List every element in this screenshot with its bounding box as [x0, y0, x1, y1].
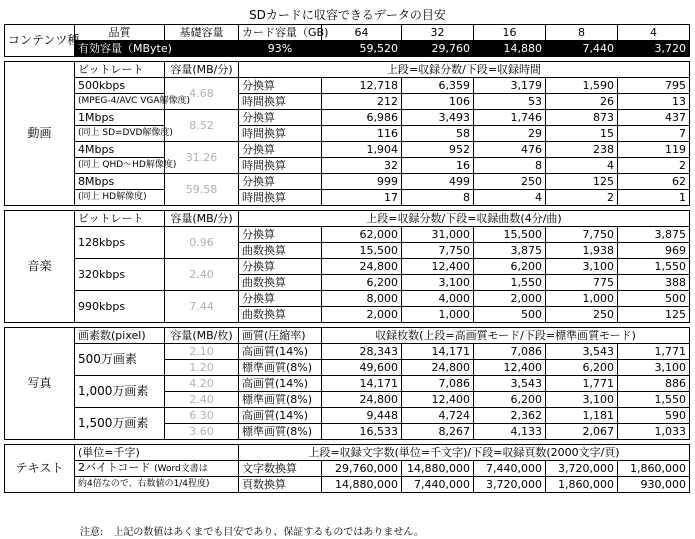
- conversion-label: 標準画質(8%): [239, 392, 322, 408]
- capacity-value: 1.20: [165, 360, 239, 376]
- disclaimer-note: 注意: 上記の数値はあくまでも目安であり、保証するものではありません。: [80, 527, 424, 538]
- capacity-table: [4, 24, 690, 493]
- conversion-label: 高画質(14%): [239, 376, 322, 392]
- value-cell: 4: [546, 158, 618, 174]
- value-cell: 16,533: [322, 424, 402, 440]
- category-text: テキスト: [5, 445, 75, 493]
- value-cell: 437: [618, 110, 690, 126]
- value-cell: 12,400: [402, 392, 474, 408]
- conversion-label: 標準画質(8%): [239, 424, 322, 440]
- conversion-label: 高画質(14%): [239, 408, 322, 424]
- table-row: [5, 41, 690, 57]
- value-cell: 238: [546, 142, 618, 158]
- conversion-label: 分換算: [239, 78, 322, 94]
- conversion-label: 分換算: [239, 259, 322, 275]
- value-cell: 14,880,000: [322, 477, 402, 493]
- table-row: [5, 227, 690, 243]
- capacity-gb: 64: [322, 25, 402, 41]
- section-description: 収録枚数(上段=高画質モード/下段=標準画質モード): [322, 328, 690, 344]
- value-cell: 58: [402, 126, 474, 142]
- table-row: [5, 158, 690, 174]
- bitrate-name: 1Mbps: [75, 110, 165, 126]
- value-cell: 4: [474, 190, 546, 206]
- capacity-value: 59.58: [165, 174, 239, 206]
- value-cell: 6,200: [322, 275, 402, 291]
- value-cell: 24,800: [402, 360, 474, 376]
- value-cell: 62,000: [322, 227, 402, 243]
- contents-type-label: コンテンツ種: [5, 25, 75, 57]
- value-cell: 8: [402, 190, 474, 206]
- table-row: [5, 62, 690, 78]
- value-cell: 29: [474, 126, 546, 142]
- value-cell: 119: [618, 142, 690, 158]
- conversion-label: 文字数換算: [239, 461, 322, 477]
- value-cell: 1,181: [546, 408, 618, 424]
- table-row: [5, 190, 690, 206]
- bitrate-name: 320kbps: [75, 259, 165, 291]
- value-cell: 24,800: [322, 259, 402, 275]
- value-cell: 14,880,000: [402, 461, 474, 477]
- value-cell: 250: [474, 174, 546, 190]
- base-capacity-header: 基礎容量: [165, 25, 239, 41]
- capacity-value: 4.68: [165, 78, 239, 110]
- conversion-label: 曲数換算: [239, 243, 322, 259]
- value-cell: 8: [474, 158, 546, 174]
- table-row: [5, 126, 690, 142]
- value-cell: 8,000: [322, 291, 402, 307]
- pixel-name: 500万画素: [75, 344, 165, 376]
- conversion-label: 分換算: [239, 110, 322, 126]
- bitrate-subtext: (同上 QHD～HD解像度): [75, 158, 165, 174]
- value-cell: 26: [546, 94, 618, 110]
- table-row: [5, 344, 690, 360]
- value-cell: 3,875: [474, 243, 546, 259]
- value-cell: 16: [402, 158, 474, 174]
- value-cell: 3,179: [474, 78, 546, 94]
- value-cell: 6,200: [474, 259, 546, 275]
- value-cell: 1,860,000: [546, 477, 618, 493]
- table-row: [5, 461, 690, 477]
- conversion-label: 高画質(14%): [239, 344, 322, 360]
- value-cell: 7,750: [546, 227, 618, 243]
- value-cell: 53: [474, 94, 546, 110]
- value-cell: 2: [546, 190, 618, 206]
- capacity-gb: 16: [474, 25, 546, 41]
- capacity-value: 0.96: [165, 227, 239, 259]
- table-row: [5, 477, 690, 493]
- effective-capacity-value: 29,760: [402, 41, 474, 57]
- value-cell: 6,359: [402, 78, 474, 94]
- value-cell: 62: [618, 174, 690, 190]
- value-cell: 1,550: [618, 392, 690, 408]
- value-cell: 2,067: [546, 424, 618, 440]
- value-cell: 1,000: [546, 291, 618, 307]
- capacity-value: 7.44: [165, 291, 239, 323]
- conversion-label: 分換算: [239, 174, 322, 190]
- value-cell: 4,000: [402, 291, 474, 307]
- value-cell: 590: [618, 408, 690, 424]
- value-cell: 6,986: [322, 110, 402, 126]
- capacity-gb: 8: [546, 25, 618, 41]
- value-cell: 7: [618, 126, 690, 142]
- value-cell: 1,550: [474, 275, 546, 291]
- value-cell: 1,550: [618, 259, 690, 275]
- value-cell: 3,100: [546, 259, 618, 275]
- value-cell: 969: [618, 243, 690, 259]
- value-cell: 1,771: [618, 344, 690, 360]
- bitrate-header: ビットレート: [75, 62, 165, 78]
- capacity-value: 6.30: [165, 408, 239, 424]
- effective-capacity-value: 59,520: [322, 41, 402, 57]
- value-cell: 24,800: [322, 392, 402, 408]
- value-cell: 2,000: [322, 307, 402, 323]
- text-code-name: 2バイトコード: [78, 461, 151, 474]
- value-cell: 13: [618, 94, 690, 110]
- section-description: 上段=収録分数/下段=収録時間: [239, 62, 690, 78]
- effective-capacity-value: 7,440: [546, 41, 618, 57]
- bitrate-subtext: (同上 HD解像度): [75, 190, 165, 206]
- value-cell: 7,086: [474, 344, 546, 360]
- value-cell: 1,771: [546, 376, 618, 392]
- bitrate-name: 990kbps: [75, 291, 165, 323]
- value-cell: 886: [618, 376, 690, 392]
- value-cell: 3,720,000: [474, 477, 546, 493]
- value-cell: 1: [618, 190, 690, 206]
- capacity-value: 2.40: [165, 259, 239, 291]
- value-cell: 952: [402, 142, 474, 158]
- value-cell: 12,718: [322, 78, 402, 94]
- unit-label: (単位=千字): [75, 445, 239, 461]
- table-row: [5, 328, 690, 344]
- value-cell: 7,440,000: [402, 477, 474, 493]
- table-row: [5, 78, 690, 94]
- value-cell: 106: [402, 94, 474, 110]
- value-cell: 7,440,000: [474, 461, 546, 477]
- conversion-label: 標準画質(8%): [239, 360, 322, 376]
- bitrate-name: 500kbps: [75, 78, 165, 94]
- bitrate-name: 128kbps: [75, 227, 165, 259]
- value-cell: 8,267: [402, 424, 474, 440]
- value-cell: 17: [322, 190, 402, 206]
- section-description: 上段=収録文字数(単位=千文字)/下段=収録頁数(2000文字/頁): [239, 445, 690, 461]
- table-row: [5, 110, 690, 126]
- bitrate-subtext: (MPEG-4/AVC VGA解像度): [75, 94, 165, 110]
- table-row: [5, 445, 690, 461]
- table-row: [5, 291, 690, 307]
- bitrate-name: 4Mbps: [75, 142, 165, 158]
- value-cell: 1,904: [322, 142, 402, 158]
- value-cell: 31,000: [402, 227, 474, 243]
- conversion-label: 分換算: [239, 142, 322, 158]
- value-cell: 15: [546, 126, 618, 142]
- value-cell: 1,746: [474, 110, 546, 126]
- value-cell: 3,875: [618, 227, 690, 243]
- value-cell: 1,000: [402, 307, 474, 323]
- value-cell: 12,400: [474, 360, 546, 376]
- capacity-value: 2.40: [165, 392, 239, 408]
- value-cell: 3,720,000: [546, 461, 618, 477]
- table-row: [5, 25, 690, 41]
- value-cell: 500: [618, 291, 690, 307]
- value-cell: 2,000: [474, 291, 546, 307]
- value-cell: 14,171: [322, 376, 402, 392]
- page-title: SDカードに収容できるデータの目安: [249, 8, 446, 22]
- value-cell: 49,600: [322, 360, 402, 376]
- card-capacity-header: カード容量（GB): [239, 25, 322, 41]
- conversion-label: 分換算: [239, 291, 322, 307]
- value-cell: 15,500: [322, 243, 402, 259]
- value-cell: 250: [546, 307, 618, 323]
- value-cell: 6,200: [474, 392, 546, 408]
- ratio-header: 画質(圧縮率): [239, 328, 322, 344]
- value-cell: 7,750: [402, 243, 474, 259]
- value-cell: 499: [402, 174, 474, 190]
- value-cell: 476: [474, 142, 546, 158]
- conversion-label: 分換算: [239, 227, 322, 243]
- effective-percent: 93%: [239, 41, 322, 57]
- value-cell: 3,493: [402, 110, 474, 126]
- value-cell: 15,500: [474, 227, 546, 243]
- value-cell: 125: [618, 307, 690, 323]
- table-row: [5, 376, 690, 392]
- bitrate-subtext: (同上 SD=DVD解像度): [75, 126, 165, 142]
- bitrate-header: ビットレート: [75, 211, 165, 227]
- value-cell: 775: [546, 275, 618, 291]
- table-row: [5, 142, 690, 158]
- value-cell: 873: [546, 110, 618, 126]
- table-row: [5, 174, 690, 190]
- value-cell: 795: [618, 78, 690, 94]
- effective-capacity-label: 有効容量（MByte): [75, 41, 239, 57]
- value-cell: 29,760,000: [322, 461, 402, 477]
- value-cell: 388: [618, 275, 690, 291]
- effective-capacity-value: 3,720: [618, 41, 690, 57]
- section-description: 上段=収録分数/下段=収録曲数(4分/曲): [239, 211, 690, 227]
- value-cell: 3,100: [402, 275, 474, 291]
- category-music: 音楽: [5, 211, 75, 323]
- table-row: [5, 211, 690, 227]
- conversion-label: 時間換算: [239, 190, 322, 206]
- table-row: [5, 408, 690, 424]
- capacity-gb: 32: [402, 25, 474, 41]
- conversion-label: 時間換算: [239, 94, 322, 110]
- value-cell: 930,000: [618, 477, 690, 493]
- value-cell: 28,343: [322, 344, 402, 360]
- effective-capacity-value: 14,880: [474, 41, 546, 57]
- value-cell: 4,133: [474, 424, 546, 440]
- pixel-header: 画素数(pixel): [75, 328, 165, 344]
- conversion-label: 時間換算: [239, 126, 322, 142]
- value-cell: 2: [618, 158, 690, 174]
- bitrate-name: 8Mbps: [75, 174, 165, 190]
- capacity-header: 容量(MB/枚): [165, 328, 239, 344]
- conversion-label: 曲数換算: [239, 275, 322, 291]
- table-row: [5, 94, 690, 110]
- table-row: [5, 259, 690, 275]
- value-cell: 1,938: [546, 243, 618, 259]
- value-cell: 4,724: [402, 408, 474, 424]
- capacity-value: 4.20: [165, 376, 239, 392]
- text-subtext: 約4倍なので、右数値の1/4程度): [75, 477, 239, 493]
- value-cell: 1,590: [546, 78, 618, 94]
- category-photo: 写真: [5, 328, 75, 440]
- capacity-gb: 4: [618, 25, 690, 41]
- value-cell: 14,171: [402, 344, 474, 360]
- value-cell: 212: [322, 94, 402, 110]
- value-cell: 3,100: [546, 392, 618, 408]
- value-cell: 3,100: [618, 360, 690, 376]
- value-cell: 3,543: [546, 344, 618, 360]
- quality-header: 品質: [75, 25, 165, 41]
- capacity-value: 3.60: [165, 424, 239, 440]
- value-cell: 3,543: [474, 376, 546, 392]
- value-cell: 12,400: [402, 259, 474, 275]
- value-cell: 125: [546, 174, 618, 190]
- conversion-label: 時間換算: [239, 158, 322, 174]
- value-cell: 32: [322, 158, 402, 174]
- value-cell: 999: [322, 174, 402, 190]
- value-cell: 116: [322, 126, 402, 142]
- category-video: 動画: [5, 62, 75, 206]
- conversion-label: 曲数換算: [239, 307, 322, 323]
- value-cell: 2,362: [474, 408, 546, 424]
- capacity-header: 容量(MB/分): [165, 211, 239, 227]
- value-cell: 1,033: [618, 424, 690, 440]
- pixel-name: 1,500万画素: [75, 408, 165, 440]
- capacity-value: 31.26: [165, 142, 239, 174]
- value-cell: 9,448: [322, 408, 402, 424]
- conversion-label: 頁数換算: [239, 477, 322, 493]
- value-cell: 6,200: [546, 360, 618, 376]
- capacity-header: 容量(MB/分): [165, 62, 239, 78]
- text-code-cell: [75, 461, 239, 477]
- value-cell: 1,860,000: [618, 461, 690, 477]
- text-subtext: (Word文書は: [154, 464, 208, 474]
- value-cell: 7,086: [402, 376, 474, 392]
- pixel-name: 1,000万画素: [75, 376, 165, 408]
- capacity-value: 8.52: [165, 110, 239, 142]
- value-cell: 500: [474, 307, 546, 323]
- capacity-value: 2.10: [165, 344, 239, 360]
